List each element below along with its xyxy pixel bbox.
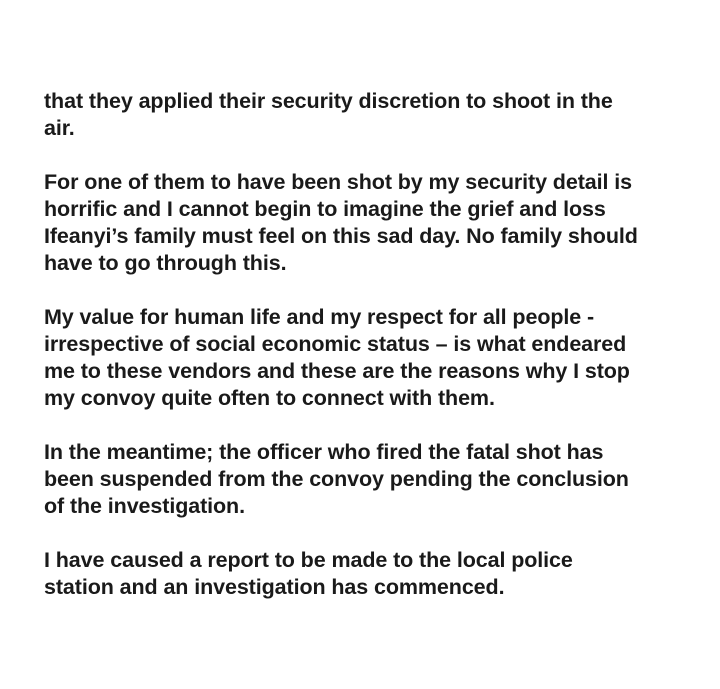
- statement-body: [44, 88, 694, 628]
- paragraph-security-discretion: that they applied their security discretion to shoot in the air.: [44, 89, 613, 140]
- paragraph-police-report: I have caused a report to be made to the local police station and an investigation has commenced.: [44, 548, 573, 599]
- paragraph-shooting-grief: For one of them to have been shot by my security detail is horrific and I cannot begin to imagine the grief and loss Ifeanyi’s family must feel on this sad day. No family should have to go through this.: [44, 170, 638, 275]
- paragraph-officer-suspended: In the meantime; the officer who fired the fatal shot has been suspended from the convoy pending the conclusion of the investigation.: [44, 440, 629, 518]
- paragraph-human-life-value: My value for human life and my respect for all people - irrespective of social economic status – is what endeared me to these vendors and these are the reasons why I stop my convoy quite often to connect with them.: [44, 305, 630, 410]
